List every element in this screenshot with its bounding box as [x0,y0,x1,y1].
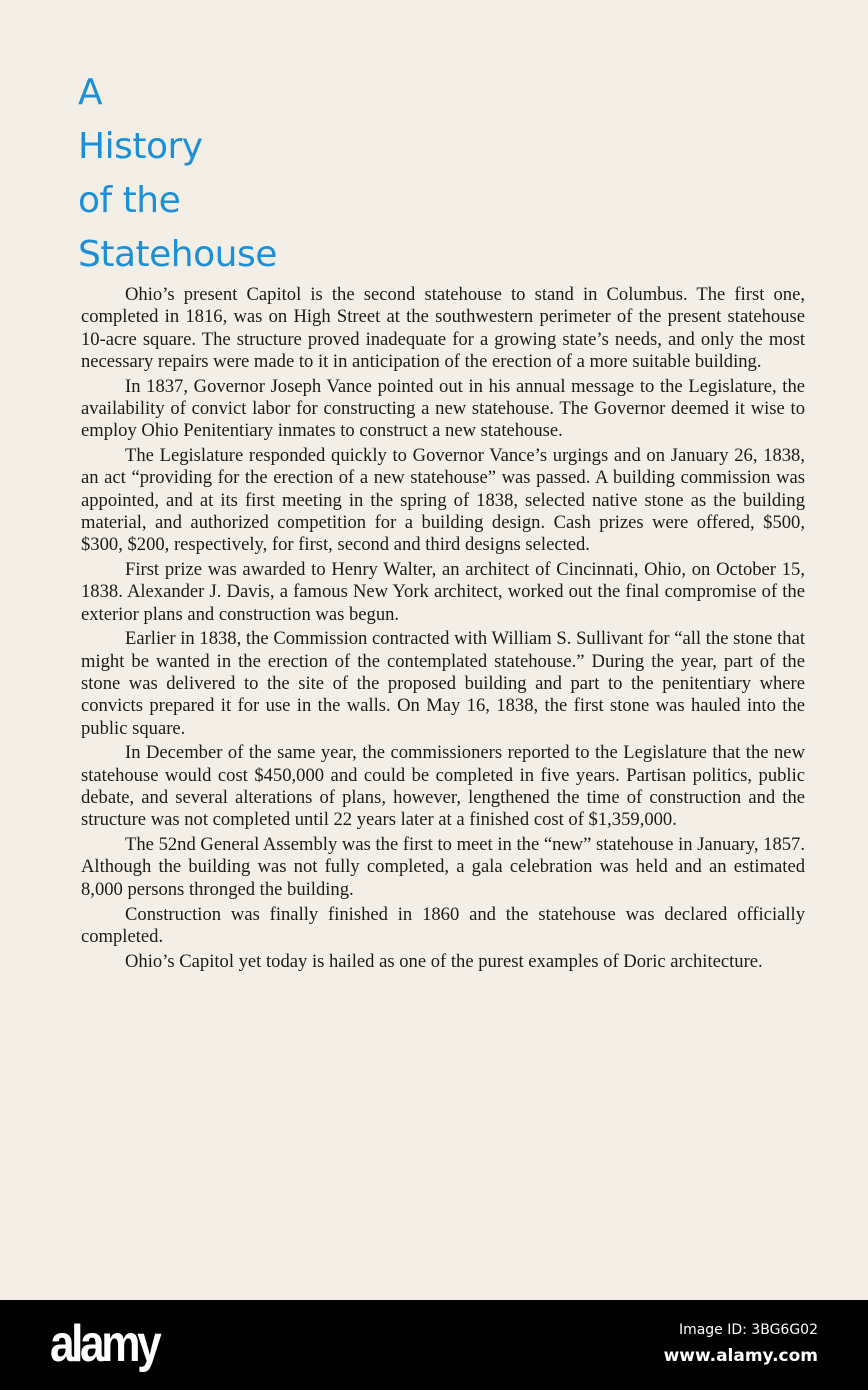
paragraph: The Legislature responded quickly to Governor Vance’s urgings and on January 26, 1838, an act “providing for the erection of a new statehouse” was passed. A building commission was appointed, and at its first meeting in the spring of 1838, selected native stone as the building material, and authorized competition for a building design. Cash prizes were offered, $500, $300, $200, respectively, for first, second and third designs selected. [81,445,805,556]
alamy-logo: alamy [50,1315,159,1373]
paragraph: In 1837, Governor Joseph Vance pointed out in his annual message to the Legislature, the availability of convict labor for constructing a new statehouse. The Governor deemed it wise to employ Ohio Penitentiary inmates to construct a new statehouse. [81,375,805,442]
paragraph: The 52nd General Assembly was the first to meet in the “new” statehouse in January, 1857. Although the building was not fully completed, a gala celebration was held and an estimated 8,000 persons thronged the building. [81,834,805,900]
watermark-footer [0,1300,868,1390]
paragraph: Ohio’s Capitol yet today is hailed as one of the purest examples of Doric architecture. [125,950,763,972]
title-line: History [78,126,203,167]
paragraph: First prize was awarded to Henry Walter, an architect of Cincinnati, Ohio, on October 15, 1838. Alexander J. Davis, a famous New York architect, worked out the final compromise of the exterior plans and construction was begun. [81,559,805,625]
paragraph: In December of the same year, the commissioners reported to the Legislature that the new statehouse would cost $450,000 and could be completed in five years. Partisan politics, public debate, and several alterations of plans, however, lengthened the time of construction and the structure was not completed until 22 years later at a finished cost of $1,359,000. [81,742,805,831]
image-id: Image ID: 3BG6G02 [678,1322,818,1338]
article-body [81,284,805,975]
paragraph: Earlier in 1838, the Commission contracted with William S. Sullivant for “all the stone that might be wanted in the erection of the contemplated statehouse.” During the year, part of the stone was delivered to the site of the proposed building and part to the penitentiary where convicts prepared it for use in the walls. On May 16, 1838, the first stone was hauled into the public square. [81,628,805,739]
title-line: of the [78,180,181,221]
title-line: Statehouse [78,234,277,275]
paragraph: Ohio’s present Capitol is the second statehouse to stand in Columbus. The first one, completed in 1816, was on High Street at the southwestern perimeter of the present statehouse 10-acre square. The structure proved inadequate for a growing state’s needs, and only the most necessary repairs were made to it in anticipation of the erection of a more suitable building. [81,284,805,372]
title-line: A [78,72,103,113]
page-title [78,66,277,282]
site-url: www.alamy.com [663,1346,818,1366]
paragraph: Construction was finally finished in 1860 and the statehouse was declared officially completed. [81,903,805,947]
